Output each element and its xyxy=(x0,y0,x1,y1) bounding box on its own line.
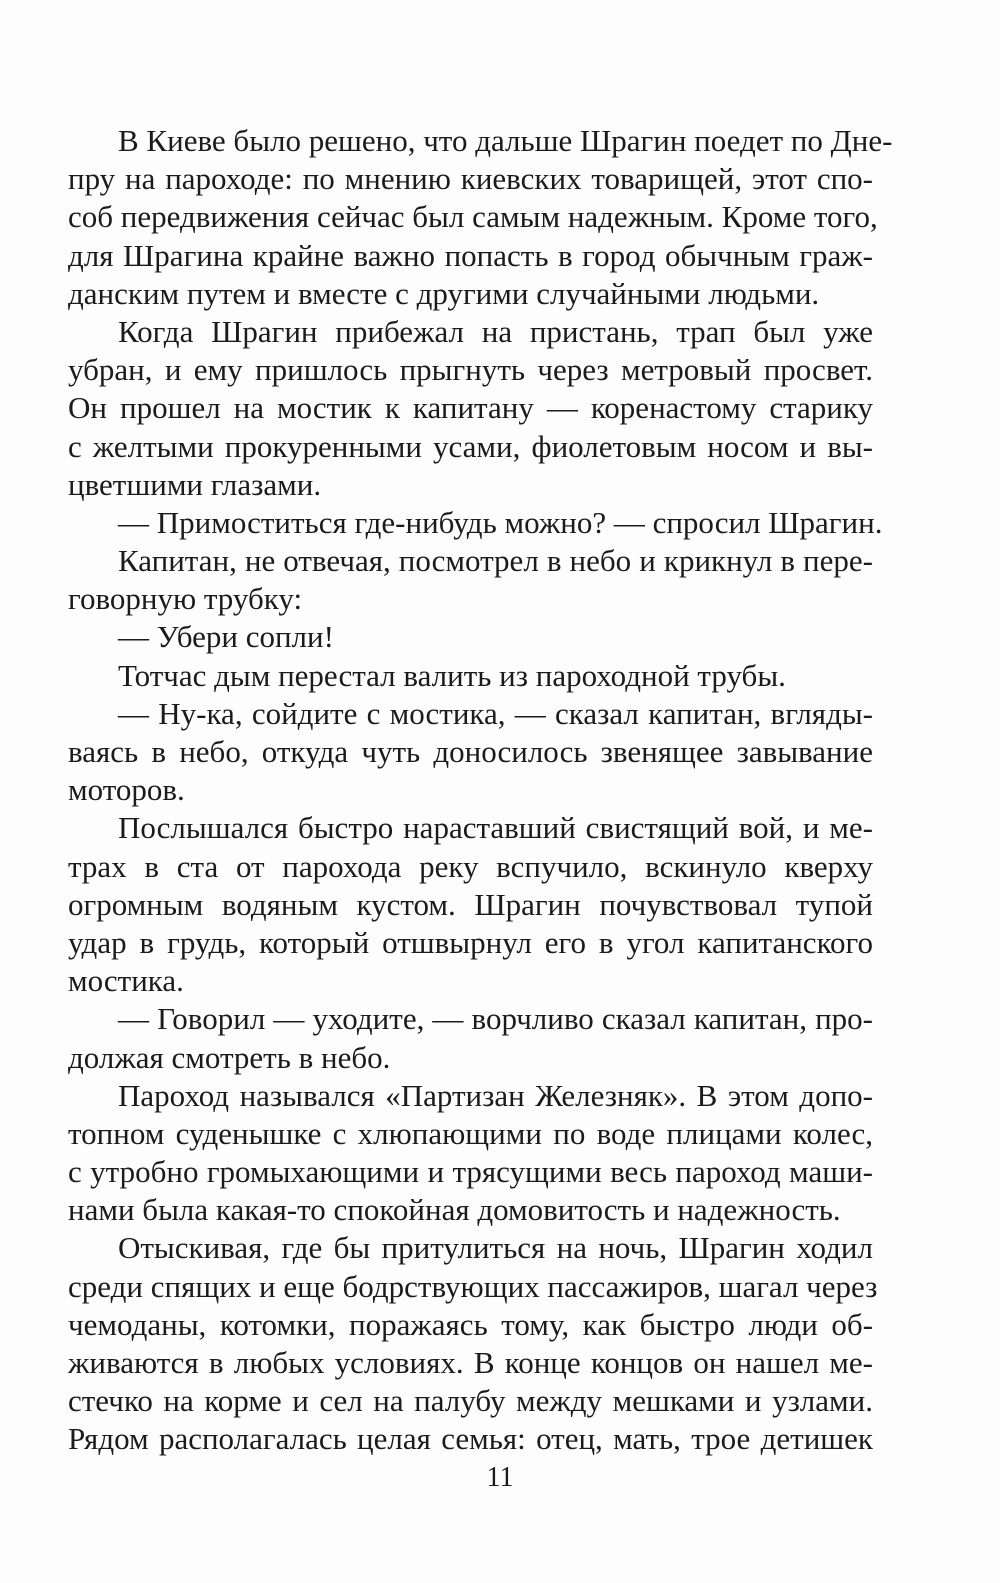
text-line: стечко на корме и сел на палубу между мешками и узлами. xyxy=(68,1383,873,1419)
text-line: с утробно громыхающими и трясущими весь пароход маши- xyxy=(68,1154,873,1190)
text-line: Рядом располагалась целая семья: отец, мать, трое детишек xyxy=(68,1421,873,1457)
text-line: удар в грудь, который отшвырнул его в угол капитанского xyxy=(68,924,873,960)
text-line: чемоданы, котомки, поражаясь тому, как быстро люди об- xyxy=(68,1306,873,1342)
text-line: Отыскивая, где бы притулиться на ночь, Шрагин ходил xyxy=(118,1230,873,1266)
text-line: Послышался быстро нараставший свистящий вой, и ме- xyxy=(118,810,873,846)
text-line: среди спящих и еще бодрствующих пассажиров, шагал через xyxy=(68,1268,878,1304)
text-line: — Ну-ка, сойдите с мостика, — сказал капитан, вгляды- xyxy=(118,695,873,731)
text-line: Пароход назывался «Партизан Железняк». В этом допо- xyxy=(118,1077,873,1113)
text-line: В Киеве было решено, что дальше Шрагин поедет по Дне- xyxy=(118,123,893,158)
text-line: для Шрагина крайне важно попасть в город обычным граж- xyxy=(68,237,873,273)
text-line: Он прошел на мостик к капитану — коренастому старику xyxy=(68,390,873,426)
text-line: убран, и ему пришлось прыгнуть через метровый просвет. xyxy=(68,352,873,388)
text-line: должая смотреть в небо. xyxy=(68,1039,391,1075)
text-line: данским путем и вместе с другими случайными людьми. xyxy=(68,275,820,311)
text-line: — Говорил — уходите, — ворчливо сказал капитан, про- xyxy=(118,1001,873,1037)
text-line: живаются в любых условиях. В конце концов он нашел ме- xyxy=(68,1345,873,1380)
page-number: 11 xyxy=(486,1462,514,1493)
text-line: ваясь в небо, откуда чуть доносилось звенящее завывание xyxy=(68,734,873,769)
text-line: — Примоститься где-нибудь можно? — спросил Шрагин. xyxy=(118,504,883,540)
text-line: пру на пароходе: по мнению киевских товарищей, этот спо- xyxy=(68,161,873,197)
text-line: говорную трубку: xyxy=(68,581,303,617)
text-line: Капитан, не отвечая, посмотрел в небо и крикнул в пере- xyxy=(118,543,873,579)
text-line: Тотчас дым перестал валить из пароходной трубы. xyxy=(118,657,786,693)
text-line: Когда Шрагин прибежал на пристань, трап был уже xyxy=(118,313,873,349)
text-line: мостика. xyxy=(68,963,184,999)
text-line: с желтыми прокуренными усами, фиолетовым носом и вы- xyxy=(68,428,873,464)
text-line: моторов. xyxy=(68,772,185,808)
body-text xyxy=(68,122,893,1459)
text-line: нами была какая-то спокойная домовитость и надежность. xyxy=(68,1192,841,1228)
text-line: топном суденышке с хлюпающими по воде плицами колес, xyxy=(68,1115,873,1151)
text-line: — Убери сопли! xyxy=(118,619,334,655)
text-line: трах в ста от парохода реку вспучило, вскинуло кверху xyxy=(68,848,873,884)
text-line: соб передвижения сейчас был самым надежным. Кроме того, xyxy=(68,199,878,235)
text-line: огромным водяным кустом. Шрагин почувствовал тупой xyxy=(68,886,873,922)
text-line: цветшими глазами. xyxy=(68,466,322,502)
